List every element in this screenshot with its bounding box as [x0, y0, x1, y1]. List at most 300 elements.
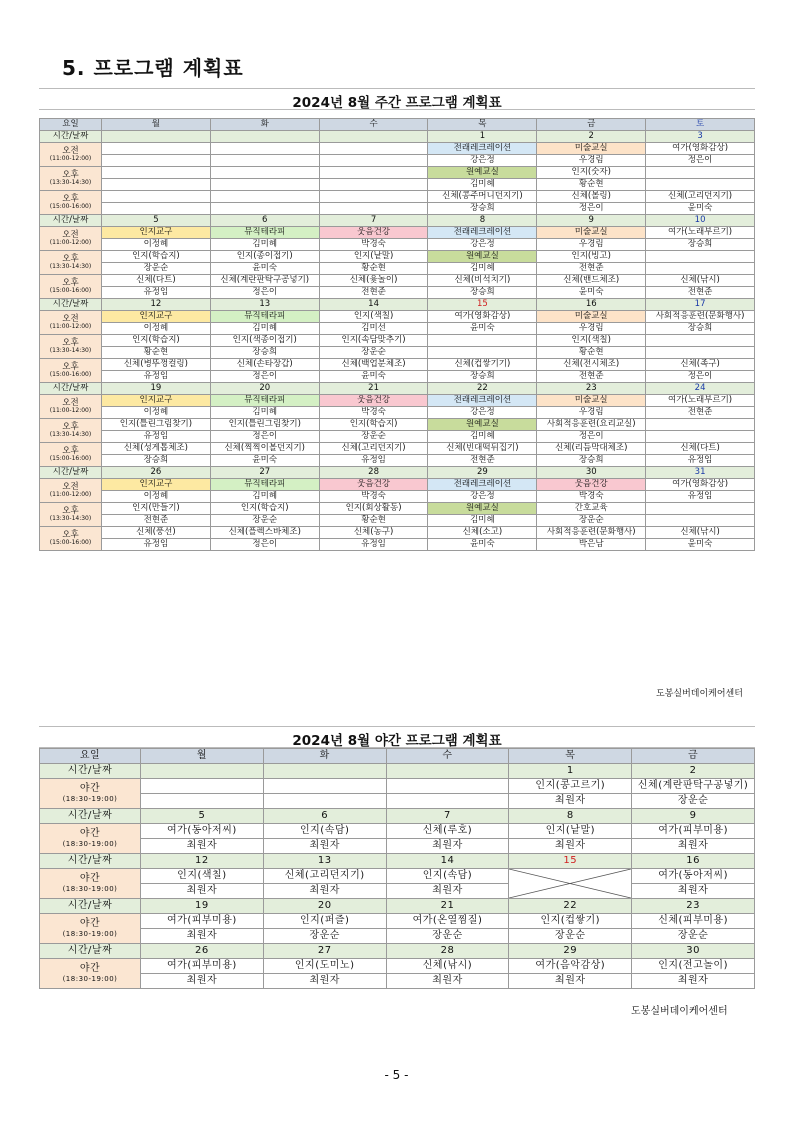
slot-time: (18:30-19:00) [62, 930, 118, 938]
activity-cell [646, 419, 755, 431]
night-staff-cell: 장운순 [263, 929, 386, 944]
activity-cell: 미술교실 [537, 143, 646, 155]
date-cell: 16 [632, 854, 755, 869]
night-activity-cell: 신체(계란판탁구공넣기) [632, 779, 755, 794]
staff-cell: 김미혜 [210, 491, 319, 503]
date-cell: 12 [102, 299, 211, 311]
night-activity-cell: 인지(퍼즐) [263, 914, 386, 929]
activity-cell: 신체(고리던지기) [319, 443, 428, 455]
activity-cell: 신체(소고) [428, 527, 537, 539]
date-cell: 2 [537, 131, 646, 143]
activity-cell [319, 191, 428, 203]
staff-cell: 강은정 [428, 155, 537, 167]
night-footer-org: 도봉실버데이케어센터 [631, 1006, 728, 1017]
staff-cell [210, 203, 319, 215]
slot-time: (11:00-12:00) [49, 407, 92, 415]
activity-cell: 웃음건강 [319, 395, 428, 407]
staff-row [40, 455, 755, 467]
activity-cell: 인지교구 [102, 395, 211, 407]
staff-cell: 박경숙 [319, 491, 428, 503]
night-staff-cell: 최원자 [386, 974, 509, 989]
slot-time: (15:00-16:00) [49, 455, 92, 463]
night-activity-cell: 신체(고리던지기) [263, 869, 386, 884]
day-header-cell: 금 [537, 119, 646, 131]
slot-time: (13:30-14:30) [49, 179, 92, 187]
activity-cell: 신체(다트) [646, 443, 755, 455]
staff-cell: 장승희 [646, 239, 755, 251]
staff-cell: 정은이 [537, 203, 646, 215]
staff-cell: 우경림 [537, 239, 646, 251]
slot-time: (11:00-12:00) [49, 491, 92, 499]
night-staff-cell: 최원자 [141, 839, 264, 854]
slot-time: (15:00-16:00) [49, 287, 92, 295]
activity-cell: 신체(고리던지기) [646, 191, 755, 203]
night-staff-cell: 최원자 [632, 839, 755, 854]
date-cell: 27 [263, 944, 386, 959]
activity-cell: 뮤직테라피 [210, 311, 319, 323]
night-staff-cell: 최원자 [141, 884, 264, 899]
date-cell [263, 764, 386, 779]
night-activity-row [40, 914, 755, 929]
staff-cell: 황순현 [102, 347, 211, 359]
activity-cell: 전래레크레이션 [428, 395, 537, 407]
night-activity-cell: 여가(피부미용) [632, 824, 755, 839]
staff-cell: 윤미숙 [428, 539, 537, 551]
date-cell: 6 [210, 215, 319, 227]
slot-time: (13:30-14:30) [49, 515, 92, 523]
staff-cell: 황순현 [319, 263, 428, 275]
day-header-cell: 월 [102, 119, 211, 131]
day-header-cell: 수 [319, 119, 428, 131]
staff-row [40, 179, 755, 191]
staff-cell: 우경림 [537, 155, 646, 167]
night-activity-cell: 신체(루호) [386, 824, 509, 839]
slot-time: (13:30-14:30) [49, 347, 92, 355]
slot-name: 오전 [62, 229, 79, 240]
staff-cell: 김미혜 [210, 407, 319, 419]
night-slot-label [40, 824, 141, 854]
night-activity-cell: 인지(속담) [386, 869, 509, 884]
slot-name: 오후 [62, 193, 79, 204]
staff-cell [102, 155, 211, 167]
staff-row [40, 371, 755, 383]
staff-cell: 정은이 [210, 287, 319, 299]
night-activity-cell [263, 779, 386, 794]
slot-name: 야간 [79, 783, 101, 794]
staff-row [40, 407, 755, 419]
staff-cell: 이정혜 [102, 407, 211, 419]
staff-cell: 이정혜 [102, 323, 211, 335]
activity-cell: 원예교실 [428, 503, 537, 515]
night-staff-cell: 장운순 [386, 929, 509, 944]
activity-cell: 뮤직테라피 [210, 227, 319, 239]
night-slot-label [40, 869, 141, 899]
date-cell: 9 [537, 215, 646, 227]
night-activity-cell [141, 779, 264, 794]
activity-cell: 인지(학습지) [210, 503, 319, 515]
staff-cell [102, 203, 211, 215]
activity-cell: 인지교구 [102, 227, 211, 239]
night-staff-cell: 최원자 [509, 974, 632, 989]
staff-cell: 장승희 [428, 287, 537, 299]
staff-cell: 황순현 [537, 179, 646, 191]
slot-name: 오후 [62, 169, 79, 180]
activity-cell: 신체(전시체조) [537, 359, 646, 371]
staff-cell: 유정임 [102, 431, 211, 443]
staff-cell: 정은이 [210, 431, 319, 443]
activity-cell: 신체(빈대떡뒤집기) [428, 443, 537, 455]
night-header-cell: 수 [386, 749, 509, 764]
slot-name: 야간 [79, 918, 101, 929]
activity-row [40, 443, 755, 455]
date-row-label: 시간/날짜 [40, 764, 141, 779]
date-cell: 26 [102, 467, 211, 479]
date-cell: 7 [319, 215, 428, 227]
staff-row [40, 323, 755, 335]
activity-cell: 신체(계란판탁구공넣기) [210, 275, 319, 287]
activity-cell [319, 167, 428, 179]
slot-name: 오전 [62, 397, 79, 408]
activity-cell [210, 191, 319, 203]
staff-cell: 유정임 [102, 539, 211, 551]
staff-row [40, 287, 755, 299]
slot-time: (11:00-12:00) [49, 239, 92, 247]
staff-cell: 장승희 [428, 371, 537, 383]
staff-row [40, 155, 755, 167]
night-date-row [40, 764, 755, 779]
staff-cell: 장운순 [210, 515, 319, 527]
activity-row [40, 527, 755, 539]
activity-row [40, 191, 755, 203]
activity-cell [646, 335, 755, 347]
slot-time: (18:30-19:00) [62, 975, 118, 983]
night-activity-cell: 인지(속담) [263, 824, 386, 839]
activity-cell: 신체(콩주머니던지기) [428, 191, 537, 203]
activity-cell: 인지(틀린그림찾기) [102, 419, 211, 431]
date-cell: 5 [102, 215, 211, 227]
activity-row [40, 395, 755, 407]
activity-cell: 신체(족구) [646, 359, 755, 371]
staff-row [40, 203, 755, 215]
staff-cell: 윤미숙 [646, 539, 755, 551]
activity-cell: 여가(영화감상) [646, 143, 755, 155]
activity-cell: 인지(색종이접기) [210, 335, 319, 347]
night-header-row [40, 749, 755, 764]
day-program-table [39, 118, 755, 551]
day-date-row [40, 215, 755, 227]
night-header-cell: 요일 [40, 749, 141, 764]
slot-name: 오후 [62, 421, 79, 432]
staff-cell: 정은이 [210, 371, 319, 383]
date-cell [386, 764, 509, 779]
slot-label [40, 443, 102, 467]
activity-cell: 인지(속담맞추기) [319, 335, 428, 347]
slot-name: 오후 [62, 361, 79, 372]
staff-cell: 전현준 [537, 371, 646, 383]
staff-cell [210, 155, 319, 167]
date-cell: 30 [537, 467, 646, 479]
staff-cell: 우경림 [537, 323, 646, 335]
activity-cell: 인지(학습지) [319, 419, 428, 431]
date-cell: 23 [632, 899, 755, 914]
date-cell: 12 [141, 854, 264, 869]
activity-cell: 미술교실 [537, 311, 646, 323]
activity-cell: 신체(백업분체조) [319, 359, 428, 371]
date-cell: 22 [428, 383, 537, 395]
staff-cell: 박경숙 [319, 239, 428, 251]
date-row-label: 시간/날짜 [40, 131, 102, 143]
night-activity-row [40, 824, 755, 839]
slot-label [40, 419, 102, 443]
date-cell: 20 [263, 899, 386, 914]
activity-cell: 인지(만들기) [102, 503, 211, 515]
activity-cell [319, 143, 428, 155]
staff-cell: 김미혜 [210, 239, 319, 251]
night-staff-cell: 최원자 [386, 839, 509, 854]
activity-cell: 사회적응훈련(요리교실) [537, 419, 646, 431]
date-cell: 28 [319, 467, 428, 479]
activity-cell: 미술교실 [537, 227, 646, 239]
date-cell: 6 [263, 809, 386, 824]
slot-label [40, 191, 102, 215]
night-header-cell: 월 [141, 749, 264, 764]
staff-cell [646, 263, 755, 275]
slot-time: (15:00-16:00) [49, 539, 92, 547]
staff-cell: 윤미숙 [537, 287, 646, 299]
date-cell: 19 [141, 899, 264, 914]
staff-cell [428, 347, 537, 359]
day-date-row [40, 131, 755, 143]
night-staff-cell: 최원자 [509, 839, 632, 854]
activity-row [40, 275, 755, 287]
staff-cell: 김미혜 [428, 515, 537, 527]
slot-name: 오후 [62, 445, 79, 456]
night-activity-cell: 인지(낱말) [509, 824, 632, 839]
staff-cell: 장운순 [537, 515, 646, 527]
slot-name: 오후 [62, 277, 79, 288]
night-activity-cell: 인지(컵쌓기) [509, 914, 632, 929]
activity-cell [646, 251, 755, 263]
activity-cell: 신체(풍선) [102, 527, 211, 539]
slot-name: 야간 [79, 873, 101, 884]
night-staff-cell: 최원자 [263, 839, 386, 854]
staff-cell: 유정임 [102, 371, 211, 383]
staff-cell: 유정임 [319, 455, 428, 467]
staff-cell [646, 179, 755, 191]
night-activity-cell: 인지(도미노) [263, 959, 386, 974]
staff-cell: 장승희 [428, 203, 537, 215]
date-cell [141, 764, 264, 779]
night-activity-row [40, 869, 755, 884]
night-staff-cell: 최원자 [141, 974, 264, 989]
staff-cell: 윤미숙 [428, 323, 537, 335]
activity-cell [102, 191, 211, 203]
date-cell: 17 [646, 299, 755, 311]
date-row-label: 시간/날짜 [40, 299, 102, 311]
staff-cell: 황순현 [319, 515, 428, 527]
activity-cell: 인지(틀린그림찾기) [210, 419, 319, 431]
staff-cell: 전현준 [537, 263, 646, 275]
staff-cell: 정은이 [537, 431, 646, 443]
day-header-cell: 화 [210, 119, 319, 131]
night-activity-cell: 신체(피부미용) [632, 914, 755, 929]
staff-cell: 이정혜 [102, 239, 211, 251]
staff-cell: 윤미숙 [210, 455, 319, 467]
night-program-table [39, 748, 755, 989]
date-cell: 30 [632, 944, 755, 959]
date-cell [210, 131, 319, 143]
staff-cell: 전현준 [646, 407, 755, 419]
staff-row [40, 263, 755, 275]
staff-cell [646, 431, 755, 443]
staff-row [40, 515, 755, 527]
activity-cell: 신체(낚시) [646, 527, 755, 539]
date-cell [319, 131, 428, 143]
night-staff-cell: 장운순 [632, 929, 755, 944]
night-date-row [40, 944, 755, 959]
night-activity-cell: 여가(동아저씨) [141, 824, 264, 839]
slot-time: (11:00-12:00) [49, 155, 92, 163]
staff-cell: 장승희 [102, 455, 211, 467]
date-row-label: 시간/날짜 [40, 215, 102, 227]
date-cell: 22 [509, 899, 632, 914]
night-staff-cell: 최원자 [263, 884, 386, 899]
date-row-label: 시간/날짜 [40, 854, 141, 869]
date-cell: 13 [210, 299, 319, 311]
staff-cell: 장운순 [319, 431, 428, 443]
date-cell: 15 [428, 299, 537, 311]
night-staff-row [40, 974, 755, 989]
slot-label [40, 167, 102, 191]
date-row-label: 시간/날짜 [40, 899, 141, 914]
activity-cell: 미술교실 [537, 395, 646, 407]
date-cell: 3 [646, 131, 755, 143]
activity-cell: 신체(컵쌓기기) [428, 359, 537, 371]
staff-cell: 박은남 [537, 539, 646, 551]
night-staff-row [40, 929, 755, 944]
activity-cell: 신체(다트) [102, 275, 211, 287]
night-staff-cell: 최원자 [632, 884, 755, 899]
staff-cell: 전현준 [428, 455, 537, 467]
slot-name: 야간 [79, 828, 101, 839]
staff-cell: 윤미숙 [319, 371, 428, 383]
night-staff-cell [263, 794, 386, 809]
night-slot-label [40, 914, 141, 944]
activity-cell [646, 167, 755, 179]
staff-cell: 유정임 [319, 539, 428, 551]
staff-cell: 우경림 [537, 407, 646, 419]
activity-cell [210, 167, 319, 179]
night-activity-cell: 여가(온열찜질) [386, 914, 509, 929]
activity-cell: 전래레크레이션 [428, 479, 537, 491]
slot-time: (18:30-19:00) [62, 885, 118, 893]
staff-cell: 박경숙 [319, 407, 428, 419]
activity-cell: 인지(낱말) [319, 251, 428, 263]
staff-cell: 정은이 [646, 371, 755, 383]
date-cell: 31 [646, 467, 755, 479]
activity-cell: 인지(학습지) [102, 335, 211, 347]
staff-cell: 전현준 [102, 515, 211, 527]
night-staff-cell: 최원자 [386, 884, 509, 899]
staff-cell: 유정임 [646, 491, 755, 503]
activity-cell: 신체(손타장갑) [210, 359, 319, 371]
activity-row [40, 251, 755, 263]
slot-label [40, 395, 102, 419]
activity-cell: 사회적응훈련(문화행사) [646, 311, 755, 323]
activity-row [40, 143, 755, 155]
activity-cell: 웃음건강 [319, 227, 428, 239]
date-cell: 20 [210, 383, 319, 395]
slot-time: (11:00-12:00) [49, 323, 92, 331]
day-header-cell: 요일 [40, 119, 102, 131]
staff-cell: 강은정 [428, 239, 537, 251]
staff-cell: 김미혜 [428, 179, 537, 191]
date-cell: 1 [428, 131, 537, 143]
night-staff-cell: 장운순 [632, 794, 755, 809]
activity-cell: 인지교구 [102, 479, 211, 491]
date-cell: 8 [428, 215, 537, 227]
date-cell: 19 [102, 383, 211, 395]
night-staff-cell: 최원자 [263, 974, 386, 989]
staff-cell: 김미선 [319, 323, 428, 335]
slot-label [40, 251, 102, 275]
night-header-cell: 화 [263, 749, 386, 764]
activity-cell [646, 503, 755, 515]
activity-cell: 인지교구 [102, 311, 211, 323]
staff-cell [319, 203, 428, 215]
night-activity-cell [386, 779, 509, 794]
date-cell: 13 [263, 854, 386, 869]
staff-cell: 박경숙 [537, 491, 646, 503]
night-staff-cell: 장운순 [509, 929, 632, 944]
staff-row [40, 431, 755, 443]
slot-name: 오후 [62, 505, 79, 516]
activity-cell: 웃음건강 [537, 479, 646, 491]
slot-label [40, 311, 102, 335]
night-activity-cell: 여가(피부미용) [141, 914, 264, 929]
date-cell: 21 [386, 899, 509, 914]
day-date-row [40, 299, 755, 311]
activity-cell: 신체(성게톱체조) [102, 443, 211, 455]
staff-cell [102, 179, 211, 191]
activity-cell [428, 335, 537, 347]
night-staff-cell: 최원자 [141, 929, 264, 944]
night-staff-cell: 최원자 [509, 794, 632, 809]
night-activity-row [40, 779, 755, 794]
activity-row [40, 227, 755, 239]
staff-cell: 이정혜 [102, 491, 211, 503]
staff-row [40, 539, 755, 551]
staff-cell: 정은이 [646, 155, 755, 167]
activity-cell: 신체(볼링) [537, 191, 646, 203]
date-cell: 1 [509, 764, 632, 779]
staff-cell: 황순현 [537, 347, 646, 359]
activity-row [40, 335, 755, 347]
slot-label [40, 335, 102, 359]
day-footer-org: 도봉실버데이케어센터 [656, 689, 743, 699]
slot-label [40, 227, 102, 251]
slot-label [40, 479, 102, 503]
slot-time: (15:00-16:00) [49, 371, 92, 379]
date-cell: 23 [537, 383, 646, 395]
activity-row [40, 479, 755, 491]
cancelled-cell [509, 869, 632, 899]
staff-cell: 장운순 [102, 263, 211, 275]
activity-cell: 신체(비석치기) [428, 275, 537, 287]
slot-label [40, 143, 102, 167]
activity-cell: 원예교실 [428, 167, 537, 179]
date-cell: 14 [386, 854, 509, 869]
